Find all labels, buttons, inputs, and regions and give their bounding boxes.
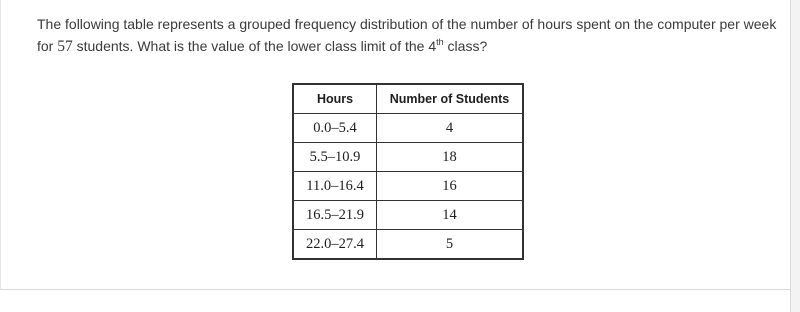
students-cell: 18 [377, 143, 524, 172]
question-text-end: class? [443, 38, 488, 54]
table-row [293, 114, 523, 143]
table-row [293, 143, 523, 172]
table-header-row [293, 84, 523, 114]
student-count: 57 [57, 38, 73, 55]
students-cell: 16 [377, 172, 524, 201]
card-left-border [0, 0, 1, 312]
question-text-continued: students. What is the value of the lower class limit of the [72, 38, 429, 54]
students-cell: 5 [377, 230, 524, 260]
table-row [293, 172, 523, 201]
table-row [293, 201, 523, 230]
class-number: 4 [428, 38, 437, 54]
table-row [293, 230, 523, 260]
question-text-intro: The following table represents a grouped frequency distribution of the number of hours spent on the computer per week for [37, 16, 777, 54]
students-cell: 4 [377, 114, 524, 143]
column-header-hours: Hours [293, 84, 377, 114]
frequency-table [292, 83, 524, 260]
hours-cell: 16.5–21.9 [293, 201, 377, 230]
ordinal-suffix: th [436, 37, 444, 47]
column-header-students: Number of Students [377, 84, 524, 114]
hours-cell: 22.0–27.4 [293, 230, 377, 260]
hours-cell: 11.0–16.4 [293, 172, 377, 201]
next-panel [0, 290, 791, 312]
hours-cell: 5.5–10.9 [293, 143, 377, 172]
hours-cell: 0.0–5.4 [293, 114, 377, 143]
students-cell: 14 [377, 201, 524, 230]
scroll-gutter [791, 0, 800, 312]
question-text [37, 13, 789, 58]
